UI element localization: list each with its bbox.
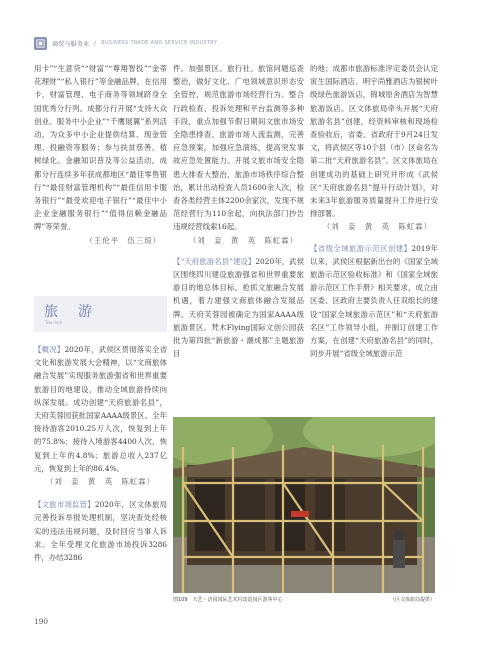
byline: （刘 妾 黄 英 陈虹霖） [45, 477, 156, 487]
header-section-en: BUSINESS TRADE AND SERVICE INDUSTRY [101, 40, 218, 46]
section-logo-icon [34, 37, 47, 50]
header-section-cn: 商贸与服务业 [52, 40, 90, 48]
running-header [34, 36, 217, 50]
paragraph [173, 255, 304, 361]
paragraph-body: 2020年，区文体旅局完善投诉举报处理机制，坚决查处经核实的违法违规问题，及时回应当事人诉求。全年受理文化旅游市场投诉3286件，办结3286 [34, 500, 167, 563]
byline: （刘 妾 黄 英 陈虹霖） [188, 235, 298, 245]
paragraph-heading: 【概况】 [34, 345, 65, 354]
byline: （刘 妾 黄 英 陈虹霖） [322, 222, 432, 232]
photo-credit: （区文体旅局提供） [389, 597, 435, 603]
photo-visitor-center [173, 417, 435, 593]
paragraph: 件。加强景区、旅行社、旅馆问题巡查整治，做好文化、广电领域意识形态安全管控，规范旅游市场经营行为。整合行政检查、投诉处理和平台监测等多种手段，重点加强节假日期间文旅市场安全隐患排查、旅游市场人流监测，完善应急预案，加强应急演练，提高突发事故应急处置能力。开展文旅市场安全隐患大排查大整治，旅游市场秩序综合整治，累计出动检查人员1600余人次，检查各类经营主体2200余家次，发现不规范经营行为110余起，向执法部门抄告违规经营线索16起。 [173, 64, 304, 232]
column-2 [173, 62, 304, 360]
section-title: 旅 游 [44, 304, 95, 320]
header-separator: / [94, 39, 97, 47]
paragraph [34, 498, 167, 564]
paragraph: 的地；成都市旅游标准评定委员会认定寅生国际酒店、明宇尚雅酒店为银树叶级绿色旅游饭店，锦城原舍酒店为智慧旅游饭店。区文体旅局牵头开展“天府旅游名县”创建，经资料审核和现场检查验收后，省委、省政府于9月24日发文，将武侯区等10个县（市）区命名为第二批“天府旅游名县”。区文体旅局在创建成功的基础上研究并形成《武侯区“天府旅游名县”提升行动计划》，对未来3年旅游服务质量提升工作进行安排部署。 [310, 64, 438, 219]
paragraph-body: 2020年，武侯区贯彻落实全省文化和旅游发展大会精神，以“文商旅体融合发展”实现服务旅游强省和世界重要旅游目的地建设，推动全域旅游持续向纵深发展。成功创建“天府旅游名县”，天府芙蓉园获批国家AAAA级景区。全年接待游客2010.25万人次，恢复到上年的75.8%；接待入境游客4400人次，恢复到上年的4.8%；旅游总收入237亿元，恢复到上年的86.4%。 [34, 345, 167, 473]
paragraph-heading: 【省级全域旅游示范区创建】 [310, 243, 412, 253]
paragraph-heading: 【“天府旅游名县”建设】 [173, 256, 256, 266]
paragraph-heading: 【文旅市场监管】 [34, 500, 95, 510]
page-number: 190 [34, 617, 49, 626]
section-subtitle: Tourism [45, 320, 63, 325]
byline: （王伦平 伍三琼） [85, 235, 161, 245]
paragraph [310, 242, 438, 361]
paragraph-body: 2020年，武侯区围绕四川建设旅游强省和世界重要旅游目的地总体目标，抢抓文旅融合发展机遇，着力建强文商旅体融合发展品牌。天府芙蓉园被确定为国家AAAA级旅游景区。梵木Flying国际文创公园获批为第四批“新旅游・潮成都”主题旅游目 [173, 256, 305, 359]
paragraph [34, 343, 167, 475]
column-1-lower [34, 343, 167, 564]
paragraph: 用卡”“生意贷”“财富”“尊翔智投”“金蒂花理财”“私人银行”等金融品牌，在信用卡、财富管理、电子商务等领域跻身全国优秀分行列。成都分行开展“支持大众创业、服务中小企业”“千鹰展翼”系列活动，为众多中小企业提供结算、现金管理、投融资等服务；参与扶贫慈善、植树绿化、金融知识普及等公益活动。成都分行连续多年获成都地区“最佳零售银行”“最佳财富管理机构”“最佳信用卡服务银行”“最受欢迎电子银行”“最佳中小企业金融服务银行”“值得信赖金融品牌”等荣誉。 [34, 64, 167, 232]
photo-caption: 图109 天艺・济园国际艺术村改造园区游客中心 [173, 597, 283, 603]
column-3 [310, 62, 438, 360]
photo-caption-row [173, 596, 435, 603]
paragraph-body: 2019年以来，武侯区根据新出台的《国家全域旅游示范区验收标准》和《国家全域旅游示范区工作手册》相关要求，成立由区委、区政府主要负责人任双组长的建设“国家全域旅游示范区”和“天府旅游名区”工作领导小组，并制订创建工作方案，在创建“天府旅游名县”的同时，同步开展“省级全域旅游示范 [310, 243, 438, 359]
column-1 [34, 62, 167, 247]
